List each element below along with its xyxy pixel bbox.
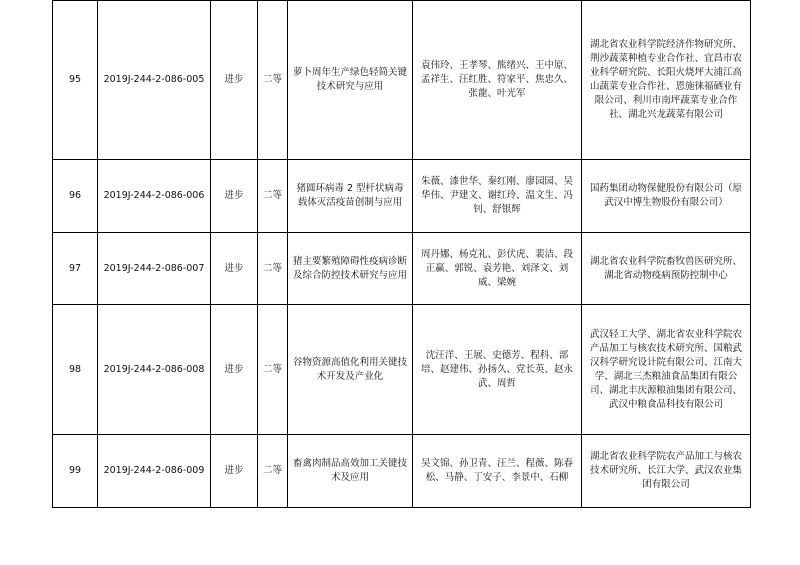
main-contributors: 吴文锦、孙卫青、汪兰、程薇、陈春松、马静、丁安子、李景中、石柳 <box>413 435 582 508</box>
row-number: 99 <box>53 435 98 508</box>
award-grade: 二等 <box>258 1 288 160</box>
award-type: 进步 <box>211 305 258 435</box>
project-code: 2019J-244-2-086-006 <box>98 160 211 233</box>
award-grade: 二等 <box>258 435 288 508</box>
project-title: 谷物资源高值化利用关键技术开发及产业化 <box>288 305 413 435</box>
award-type: 进步 <box>211 1 258 160</box>
project-code: 2019J-244-2-086-008 <box>98 305 211 435</box>
table-row <box>53 1 751 160</box>
table-row <box>53 435 751 508</box>
completing-organizations: 湖北省农业科学院农产品加工与核农技术研究所、长江大学、武汉农业集团有限公司 <box>582 435 751 508</box>
table-row <box>53 233 751 305</box>
project-title: 猪圆环病毒 2 型杆状病毒载体灭活疫苗创制与应用 <box>288 160 413 233</box>
main-contributors: 袁伟玲、王孝琴、熊绪兴、王中原、孟祥生、汪红胜、符家平、焦忠久、张龍、叶光军 <box>413 1 582 160</box>
table-row <box>53 305 751 435</box>
project-title: 猪主要繁殖障碍性疫病诊断及综合防控技术研究与应用 <box>288 233 413 305</box>
main-contributors: 朱薇、漆世华、秦红刚、廖园园、吴华伟、尹建文、谢红玲、温文生、冯钊、舒银辉 <box>413 160 582 233</box>
project-code: 2019J-244-2-086-005 <box>98 1 211 160</box>
row-number: 96 <box>53 160 98 233</box>
row-number: 97 <box>53 233 98 305</box>
row-number: 98 <box>53 305 98 435</box>
project-code: 2019J-244-2-086-007 <box>98 233 211 305</box>
awards-table <box>52 0 751 508</box>
award-grade: 二等 <box>258 233 288 305</box>
row-number: 95 <box>53 1 98 160</box>
award-type: 进步 <box>211 435 258 508</box>
award-type: 进步 <box>211 233 258 305</box>
main-contributors: 沈汪洋、王展、史德芳、程科、部培、赵建伟、孙扬久、党长英、赵永武、周哲 <box>413 305 582 435</box>
completing-organizations: 湖北省农业科学院经济作物研究所、荆沙蔬菜种植专业合作社、宜昌市农业科学研究院、长阳火烧坪大浦江高山蔬菜专业合作社、恩施徕福硒业有限公司、利川市南坪蔬菜专业合作社、湖北兴龙蔬菜有限公司 <box>582 1 751 160</box>
project-title: 畜禽肉制品高效加工关键技术及应用 <box>288 435 413 508</box>
main-contributors: 周丹娜、杨克礼、彭伏虎、裴洁、段正赢、郭锐、袁芳艳、刘泽文、刘威、梁婉 <box>413 233 582 305</box>
completing-organizations: 武汉轻工大学、湖北省农业科学院农产品加工与核农技术研究所、国粮武汉科学研究设计院有限公司、江南大学、湖北三杰粮油食品集团有限公司、湖北丰庆源粮油集团有限公司、武汉中粮食品科技有限公司 <box>582 305 751 435</box>
completing-organizations: 国药集团动物保健股份有限公司（原武汉中博生物股份有限公司） <box>582 160 751 233</box>
award-type: 进步 <box>211 160 258 233</box>
award-grade: 二等 <box>258 160 288 233</box>
completing-organizations: 湖北省农业科学院畜牧兽医研究所、湖北省动物疫病预防控制中心 <box>582 233 751 305</box>
table-row <box>53 160 751 233</box>
project-title: 萝卜周年生产绿色轻简关键技术研究与应用 <box>288 1 413 160</box>
award-grade: 二等 <box>258 305 288 435</box>
project-code: 2019J-244-2-086-009 <box>98 435 211 508</box>
